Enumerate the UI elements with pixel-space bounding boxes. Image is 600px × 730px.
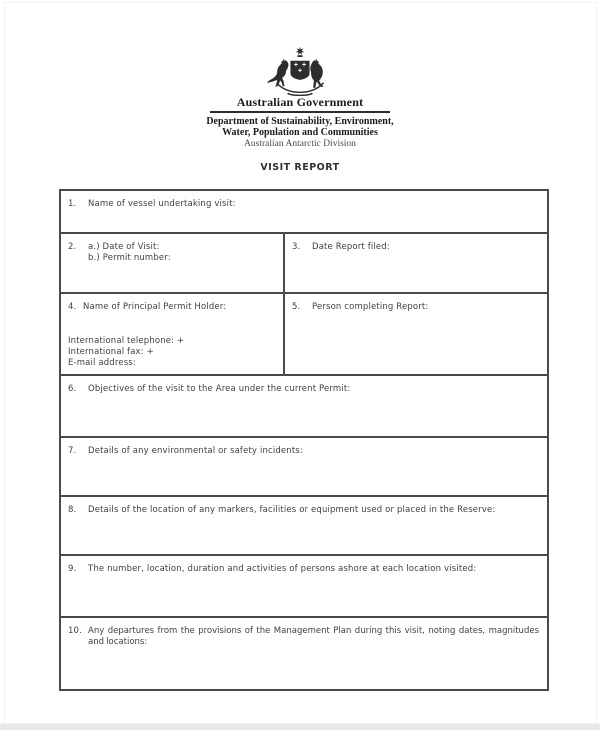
contact-details — [68, 336, 275, 369]
field-label: Details of any environmental or safety incidents: — [88, 446, 303, 456]
department-name-line2: Water, Population and Communities — [222, 127, 378, 138]
form-cell-incidents[interactable] — [60, 437, 548, 496]
field-sub-line-b: b.) Permit number: — [88, 253, 171, 263]
header-divider — [210, 111, 390, 113]
field-number: 6. — [68, 384, 77, 394]
form-cell-objectives[interactable] — [60, 375, 548, 437]
form-cell-date-of-visit[interactable] — [60, 233, 284, 293]
page-edge-bottom — [0, 723, 600, 730]
field-number: 4. — [68, 302, 77, 312]
field-number: 2. — [68, 242, 77, 252]
field-label: Name of vessel undertaking visit: — [88, 199, 236, 209]
field-label: Details of the location of any markers, facilities or equipment used or placed in the Reserve: — [88, 505, 496, 515]
form-cell-permit-holder[interactable] — [60, 293, 284, 375]
field-sub-line-a: a.) Date of Visit: — [88, 242, 160, 252]
australian-coat-of-arms-icon — [260, 46, 340, 96]
field-label: Date Report filed: — [312, 242, 390, 252]
field-label — [88, 242, 275, 264]
document-header — [0, 0, 600, 150]
table-row — [60, 293, 548, 375]
table-row — [60, 233, 548, 293]
form-cell-persons-ashore[interactable] — [60, 555, 548, 617]
field-label: Name of Principal Permit Holder: — [83, 302, 227, 312]
table-row — [60, 617, 548, 690]
field-number: 1. — [68, 199, 77, 209]
field-number: 5. — [292, 302, 301, 312]
table-row — [60, 375, 548, 437]
contact-line-email: E-mail address: — [68, 358, 136, 368]
department-name-line1: Department of Sustainability, Environment, — [206, 116, 394, 127]
field-number: 10. — [68, 626, 82, 636]
division-name: Australian Antarctic Division — [244, 139, 356, 149]
form-cell-markers-equipment[interactable] — [60, 496, 548, 555]
contact-line-fax: International fax: + — [68, 347, 154, 357]
form-cell-vessel-name[interactable] — [60, 190, 548, 233]
field-number: 7. — [68, 446, 77, 456]
field-number: 3. — [292, 242, 301, 252]
form-cell-departures[interactable] — [60, 617, 548, 690]
form-cell-date-report-filed[interactable] — [284, 233, 548, 293]
field-number: 9. — [68, 564, 77, 574]
field-label: Objectives of the visit to the Area under the current Permit: — [88, 384, 351, 394]
table-row — [60, 437, 548, 496]
contact-line-telephone: International telephone: + — [68, 336, 185, 346]
form-cell-person-completing[interactable] — [284, 293, 548, 375]
field-number: 8. — [68, 505, 77, 515]
field-label: Person completing Report: — [312, 302, 429, 312]
table-row — [60, 496, 548, 555]
table-row — [60, 555, 548, 617]
table-row — [60, 190, 548, 233]
field-label: Any departures from the provisions of the Management Plan during this visit, noting dates, magnitudes and locations: — [88, 626, 539, 647]
government-name: Australian Government — [236, 95, 364, 109]
field-label: The number, location, duration and activities of persons ashore at each location visited: — [88, 564, 477, 574]
visit-report-table — [59, 189, 549, 691]
page-title: VISIT REPORT — [260, 162, 340, 173]
